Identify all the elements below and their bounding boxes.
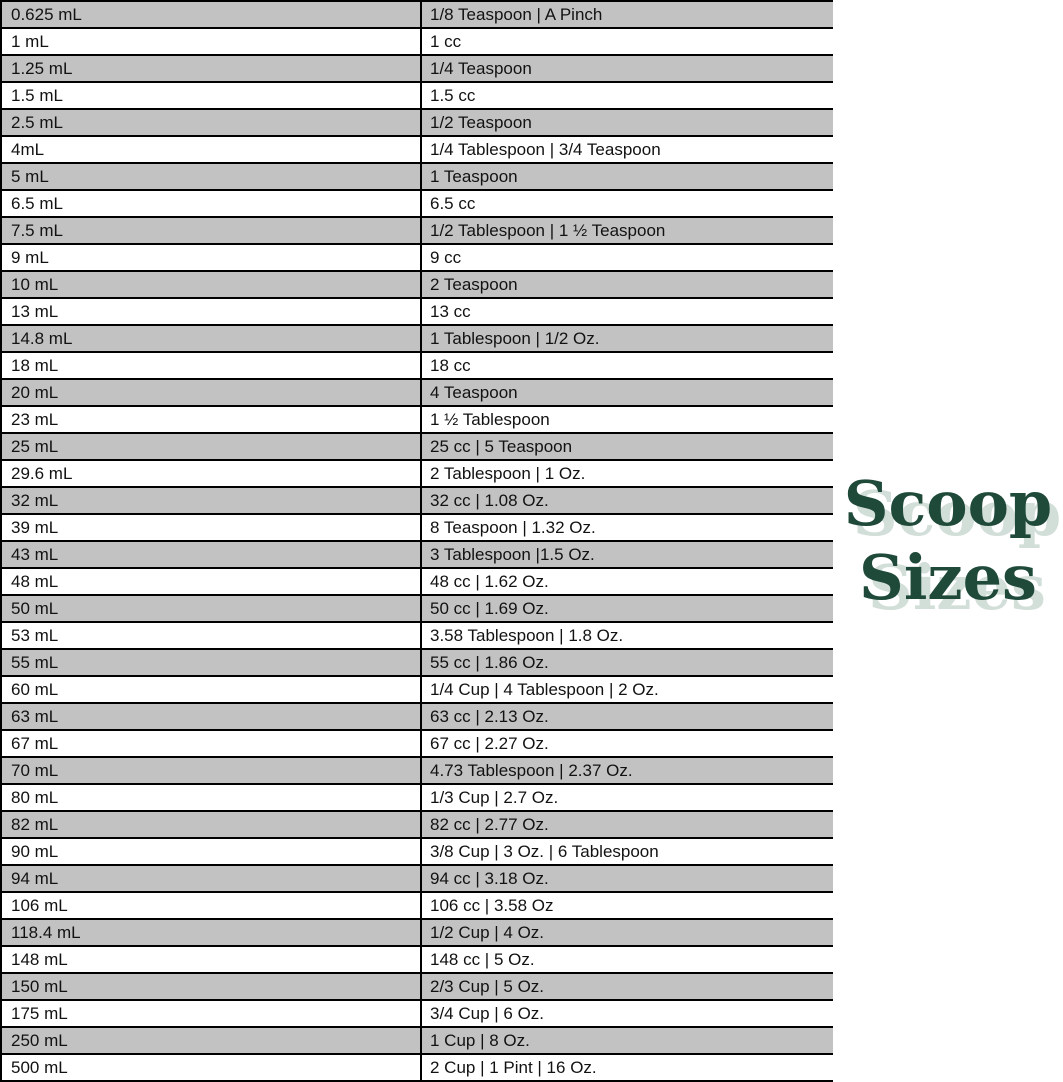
conversion-cell: 106 cc | 3.58 Oz (430, 895, 554, 915)
ml-cell: 14.8 mL (2, 326, 422, 351)
ml-cell: 148 mL (2, 947, 422, 972)
conversion-cell: 82 cc | 2.77 Oz. (430, 814, 549, 834)
conversion-cell: 3/4 Cup | 6 Oz. (430, 1003, 545, 1023)
ml-cell: 25 mL (2, 434, 422, 459)
ml-cell: 29.6 mL (2, 461, 422, 486)
conversion-cell: 94 cc | 3.18 Oz. (430, 868, 549, 888)
table-row (2, 83, 833, 110)
ml-cell: 13 mL (2, 299, 422, 324)
ml-cell: 67 mL (2, 731, 422, 756)
table-row (2, 596, 833, 623)
conversion-cell: 1/8 Teaspoon | A Pinch (430, 4, 603, 24)
ml-cell: 39 mL (2, 515, 422, 540)
ml-cell: 175 mL (2, 1001, 422, 1026)
table-row (2, 110, 833, 137)
ml-cell: 1.5 mL (2, 83, 422, 108)
ml-cell: 80 mL (2, 785, 422, 810)
table-row (2, 866, 833, 893)
conversion-cell: 67 cc | 2.27 Oz. (430, 733, 549, 753)
conversion-cell: 1/2 Teaspoon (430, 112, 532, 132)
conversion-cell: 50 cc | 1.69 Oz. (430, 598, 549, 618)
logo-word-scoop: Scoop (843, 467, 1053, 540)
table-row (2, 407, 833, 434)
table-row (2, 461, 833, 488)
ml-cell: 9 mL (2, 245, 422, 270)
ml-cell: 48 mL (2, 569, 422, 594)
conversion-cell: 63 cc | 2.13 Oz. (430, 706, 549, 726)
conversion-cell: 1 Tablespoon | 1/2 Oz. (430, 328, 600, 348)
table-row (2, 812, 833, 839)
conversion-cell: 55 cc | 1.86 Oz. (430, 652, 549, 672)
table-row (2, 191, 833, 218)
ml-cell: 5 mL (2, 164, 422, 189)
table-row (2, 245, 833, 272)
table-row (2, 2, 833, 29)
conversion-cell: 1/2 Cup | 4 Oz. (430, 922, 545, 942)
ml-cell: 6.5 mL (2, 191, 422, 216)
table-row (2, 515, 833, 542)
ml-cell: 0.625 mL (2, 2, 422, 27)
conversion-cell: 1/4 Teaspoon (430, 58, 532, 78)
table-row (2, 623, 833, 650)
conversion-cell: 6.5 cc (430, 193, 476, 213)
conversion-cell: 2 Cup | 1 Pint | 16 Oz. (430, 1057, 597, 1077)
table-row (2, 353, 833, 380)
conversion-cell: 1/4 Tablespoon | 3/4 Teaspoon (430, 139, 661, 159)
conversion-cell: 3 Tablespoon |1.5 Oz. (430, 544, 595, 564)
table-row (2, 29, 833, 56)
ml-cell: 63 mL (2, 704, 422, 729)
table-row (2, 1001, 833, 1028)
ml-cell: 82 mL (2, 812, 422, 837)
table-row (2, 326, 833, 353)
table-row (2, 488, 833, 515)
table-row (2, 677, 833, 704)
ml-cell: 7.5 mL (2, 218, 422, 243)
conversion-cell: 1.5 cc (430, 85, 476, 105)
table-row (2, 542, 833, 569)
ml-cell: 55 mL (2, 650, 422, 675)
table-row (2, 299, 833, 326)
ml-cell: 18 mL (2, 353, 422, 378)
table-row (2, 893, 833, 920)
table-row (2, 920, 833, 947)
table-row (2, 56, 833, 83)
table-row (2, 650, 833, 677)
ml-cell: 70 mL (2, 758, 422, 783)
ml-cell: 50 mL (2, 596, 422, 621)
table-row (2, 164, 833, 191)
conversion-cell: 1 Teaspoon (430, 166, 518, 186)
conversion-cell: 1 Cup | 8 Oz. (430, 1030, 530, 1050)
ml-cell: 150 mL (2, 974, 422, 999)
ml-cell: 1 mL (2, 29, 422, 54)
ml-cell: 20 mL (2, 380, 422, 405)
ml-cell: 94 mL (2, 866, 422, 891)
table-row (2, 137, 833, 164)
table-row (2, 1028, 833, 1055)
ml-cell: 250 mL (2, 1028, 422, 1053)
conversion-cell: 1/2 Tablespoon | 1 ½ Teaspoon (430, 220, 666, 240)
ml-cell: 32 mL (2, 488, 422, 513)
scoop-sizes-logo (833, 467, 1063, 615)
ml-cell: 118.4 mL (2, 920, 422, 945)
ml-cell: 10 mL (2, 272, 422, 297)
table-row (2, 434, 833, 461)
conversion-cell: 2 Tablespoon | 1 Oz. (430, 463, 586, 483)
table-row (2, 704, 833, 731)
ml-cell: 90 mL (2, 839, 422, 864)
conversion-cell: 32 cc | 1.08 Oz. (430, 490, 549, 510)
conversion-cell: 1 cc (430, 31, 462, 51)
conversion-cell: 9 cc (430, 247, 462, 267)
ml-cell: 106 mL (2, 893, 422, 918)
conversion-cell: 18 cc (430, 355, 471, 375)
ml-cell: 2.5 mL (2, 110, 422, 135)
conversion-cell: 13 cc (430, 301, 471, 321)
ml-cell: 1.25 mL (2, 56, 422, 81)
ml-cell: 43 mL (2, 542, 422, 567)
logo-word-sizes: Sizes (859, 541, 1037, 614)
conversion-cell: 4 Teaspoon (430, 382, 518, 402)
ml-cell: 4mL (2, 137, 422, 162)
table-row (2, 947, 833, 974)
conversion-cell: 1/4 Cup | 4 Tablespoon | 2 Oz. (430, 679, 659, 699)
conversion-cell: 3/8 Cup | 3 Oz. | 6 Tablespoon (430, 841, 659, 861)
table-row (2, 272, 833, 299)
conversion-cell: 4.73 Tablespoon | 2.37 Oz. (430, 760, 633, 780)
table-row (2, 1055, 833, 1082)
ml-cell: 53 mL (2, 623, 422, 648)
conversion-cell: 148 cc | 5 Oz. (430, 949, 535, 969)
conversion-cell: 2 Teaspoon (430, 274, 518, 294)
conversion-cell: 8 Teaspoon | 1.32 Oz. (430, 517, 596, 537)
conversion-cell: 2/3 Cup | 5 Oz. (430, 976, 545, 996)
table-row (2, 731, 833, 758)
conversion-cell: 48 cc | 1.62 Oz. (430, 571, 549, 591)
conversion-cell: 25 cc | 5 Teaspoon (430, 436, 573, 456)
table-row (2, 218, 833, 245)
table-row (2, 785, 833, 812)
ml-cell: 60 mL (2, 677, 422, 702)
conversion-cell: 3.58 Tablespoon | 1.8 Oz. (430, 625, 624, 645)
ml-cell: 23 mL (2, 407, 422, 432)
table-row (2, 758, 833, 785)
ml-cell: 500 mL (2, 1055, 422, 1080)
table-row (2, 380, 833, 407)
table-row (2, 974, 833, 1001)
conversion-cell: 1/3 Cup | 2.7 Oz. (430, 787, 559, 807)
table-row (2, 569, 833, 596)
conversion-cell: 1 ½ Tablespoon (430, 409, 550, 429)
table-row (2, 839, 833, 866)
